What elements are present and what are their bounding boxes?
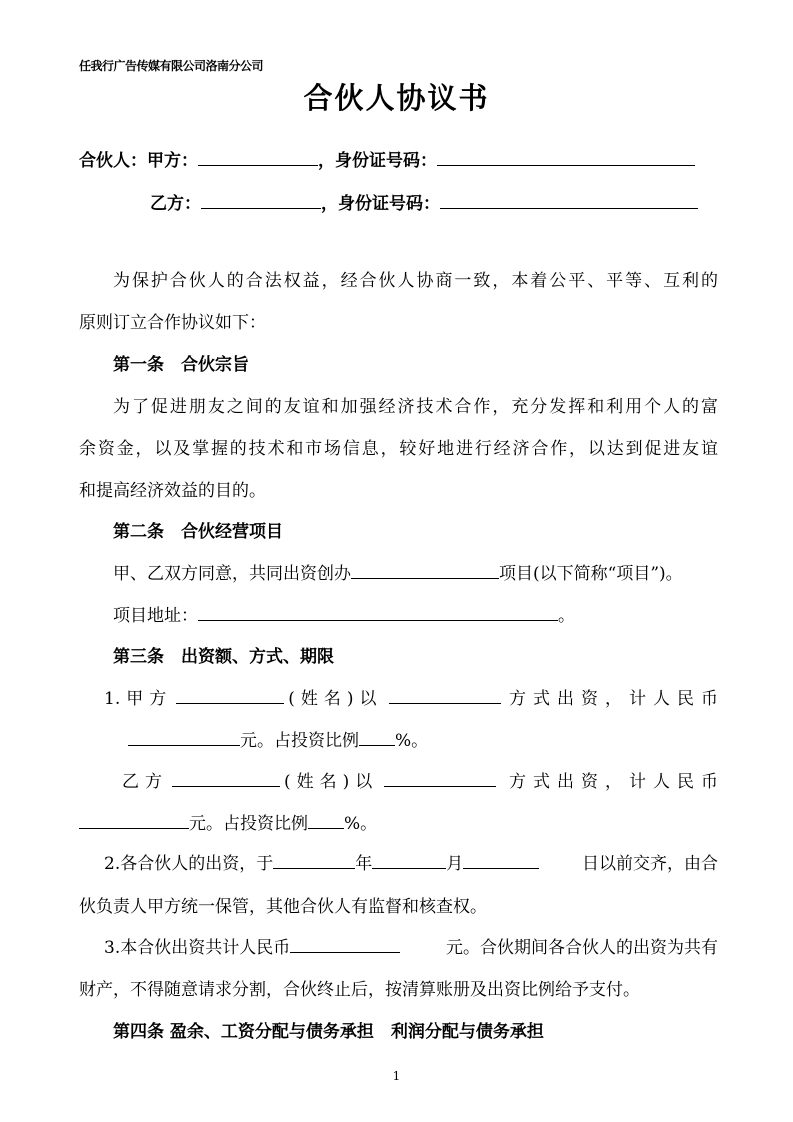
party-a-label: 甲方： <box>147 151 198 171</box>
party-a-id-blank[interactable] <box>437 151 695 166</box>
party-a-method-blank[interactable] <box>389 689 501 704</box>
year-text: 年 <box>355 854 373 874</box>
article-2-text-pre: 甲、乙双方同意，共同出资创办 <box>113 564 351 584</box>
deadline-month-blank[interactable] <box>372 854 446 869</box>
article-3-item-1b-line-2 <box>79 813 377 835</box>
project-address-label: 项目地址： <box>113 606 198 626</box>
party-a-amount-blank[interactable] <box>128 731 240 746</box>
item-3-text-pre: 3.本合伙出资共计人民币 <box>104 938 291 958</box>
party-b-amount-blank[interactable] <box>79 814 189 829</box>
article-3-item-2-line-2: 伙负责人甲方统一保管，其他合伙人有监督和核查权。 <box>79 897 487 917</box>
party-b-name-blank[interactable] <box>201 194 321 209</box>
party-b-id-blank[interactable] <box>440 194 698 209</box>
article-2-heading: 第二条 合伙经营项目 <box>113 522 283 542</box>
project-address-blank[interactable] <box>198 606 558 621</box>
article-3-item-3-line-2: 财产，不得随意请求分割，合伙终止后，按清算账册及出资比例给予支付。 <box>79 980 640 1000</box>
article-3-item-1a-line-2 <box>128 730 428 752</box>
item-1-number: 1. <box>104 689 121 709</box>
page-number: 1 <box>392 1069 401 1083</box>
yuan-text-a: 元。占投资比例 <box>240 731 359 751</box>
item-3-text-post: 元。合伙期间各合伙人的出资为共有 <box>446 938 718 958</box>
item-2-text-post: 日以前交齐，由合 <box>582 854 718 874</box>
method-text-a: 方式出资，计人民币 <box>509 689 725 709</box>
article-3-item-1a <box>104 688 725 710</box>
total-amount-blank[interactable] <box>290 938 400 953</box>
party-a-row <box>79 146 695 171</box>
article-2-text-post: 项目(以下简称“项目”)。 <box>499 564 683 584</box>
intro-line-2: 原则订立合作协议如下： <box>79 313 266 333</box>
name-note-a: (姓名)以 <box>288 689 383 709</box>
percent-text-a: %。 <box>395 731 429 751</box>
article-1-line-3: 和提高经济效益的目的。 <box>79 481 266 501</box>
project-address-end: 。 <box>558 606 575 626</box>
document-title: 合伙人协议书 <box>303 81 490 115</box>
article-2-line-2 <box>113 605 575 627</box>
company-header: 任我行广告传媒有限公司洛南分公司 <box>79 59 264 73</box>
party-b-contrib-name-blank[interactable] <box>172 772 280 787</box>
article-1-line-2: 余资金，以及掌握的技术和市场信息，较好地进行经济合作，以达到促进友谊 <box>79 439 718 459</box>
party-b-id-label: ，身份证号码： <box>321 194 440 214</box>
party-a-name-blank[interactable] <box>198 151 318 166</box>
partners-label: 合伙人： <box>79 151 147 171</box>
party-a-text: 甲方 <box>126 689 173 709</box>
item-2-text-pre: 2.各合伙人的出资，于 <box>104 854 274 874</box>
article-4-heading: 第四条 盈余、工资分配与债务承担 利润分配与债务承担 <box>113 1022 544 1042</box>
article-3-heading: 第三条 出资额、方式、期限 <box>113 647 334 667</box>
party-a-contrib-name-blank[interactable] <box>176 689 284 704</box>
project-name-blank[interactable] <box>351 564 499 579</box>
percent-text-b: %。 <box>344 814 378 834</box>
party-b-text: 乙方 <box>122 772 168 792</box>
article-1-line-1: 为了促进朋友之间的友谊和加强经济技术合作，充分发挥和利用个人的富 <box>113 397 718 417</box>
article-3-item-1b <box>122 771 725 793</box>
yuan-text-b: 元。占投资比例 <box>189 814 308 834</box>
article-3-item-3 <box>104 937 718 959</box>
name-note-b: (姓名)以 <box>284 772 379 792</box>
article-3-item-2 <box>104 853 718 875</box>
deadline-day-blank[interactable] <box>463 854 539 869</box>
month-text: 月 <box>446 854 464 874</box>
party-b-label: 乙方： <box>150 194 201 214</box>
party-b-ratio-blank[interactable] <box>308 814 344 829</box>
method-text-b: 方式出资，计人民币 <box>509 772 725 792</box>
party-a-ratio-blank[interactable] <box>359 731 395 746</box>
intro-line-1: 为保护合伙人的合法权益，经合伙人协商一致，本着公平、平等、互利的 <box>113 271 718 291</box>
article-2-line-1 <box>113 563 683 585</box>
party-b-method-blank[interactable] <box>384 772 496 787</box>
party-b-row <box>150 189 698 214</box>
deadline-year-blank[interactable] <box>273 854 355 869</box>
article-1-heading: 第一条 合伙宗旨 <box>113 355 249 375</box>
party-a-id-label: ，身份证号码： <box>318 151 437 171</box>
